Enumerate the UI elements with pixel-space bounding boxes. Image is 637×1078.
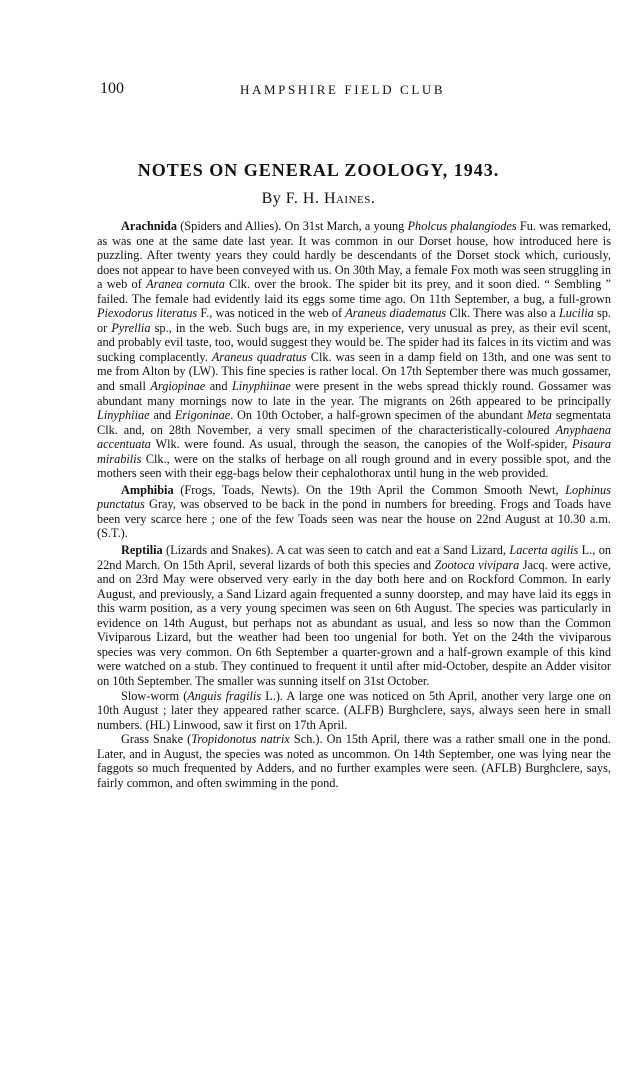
author-name: F. H. Haines. — [285, 190, 376, 207]
article-author — [0, 190, 637, 208]
species-name: Zootoca vivipara — [434, 557, 520, 572]
text-run: Gray, was observed to be back in the pond in numbers for breeding. Frogs and Toads have been very scarce here ; one of the few Toads seen was near the house on 22nd August at 10.30 a.m. (S.T.). — [97, 497, 611, 541]
text-run: Clk. There was also a — [446, 306, 559, 321]
author-by: By — [261, 190, 282, 207]
species-name: Lacerta agilis — [509, 543, 579, 558]
page-number: 100 — [100, 80, 124, 97]
paragraph-reptilia — [97, 543, 611, 688]
text-run: were present in the webs spread thickly round. Gossamer was abundant many mornings now to late in the year. The migrants on 26th appeared to be principally — [97, 379, 612, 408]
text-run: L., on 22nd March. On 15th April, several lizards of both this species and — [97, 543, 611, 572]
text-run: (Frogs, Toads, Newts). On the 19th April the Common Smooth Newt, — [173, 482, 566, 497]
species-name: Linyphiiae — [97, 408, 150, 423]
text-run: sp., in the web. Such bugs are, in my experience, very unusual as prey, as their evil scent, and probably evil taste, too, would suggest they would be. The spider had its falces in its victim and was sucking complacently. — [97, 320, 611, 364]
text-run: Sch.). On 15th April, there was a rather small one in the pond. Later, and in August, the species was noted as uncommon. On 14th September, one was lying near the faggots so much frequented by Adders, and no further examples were seen. (AFLB) Burghclere, says, fairly common, and often swimming in the pond. — [97, 732, 611, 790]
text-run: L.). A large one was noticed on 5th April, another very large one on 10th August ; later they appeared rather scarce. (ALFB) Burghclere, says, always seen here in small numbers. (HL) Linwood, saw it first on 17th April. — [97, 688, 611, 732]
text-run: . On 10th October, a half-grown specimen of the abundant — [230, 408, 527, 423]
text-run: Grass Snake ( — [121, 732, 192, 747]
text-run: Clk. over the brook. The spider bit its prey, and it soon died. “ Sembling ” failed. The female had evidently laid its eggs some time ago. On 11th September, a bug, a full-grown — [97, 277, 611, 306]
paragraph-slowworm — [97, 689, 611, 733]
section-heading: Amphibia — [121, 482, 174, 497]
species-name: Piexodorus literatus — [97, 306, 198, 321]
species-name: Pisaura mirabilis — [97, 437, 611, 466]
text-run: and — [205, 379, 232, 394]
species-name: Araneus diadematus — [345, 306, 447, 321]
text-run: and — [149, 408, 175, 423]
species-name: Argiopinae — [150, 379, 206, 394]
text-run: Clk., were on the stalks of herbage on all rough ground and in every possible spot, and the mothers seen with their egg-bags below their cephalothorax until hung in the web provided. — [97, 451, 611, 481]
paragraph-grass-snake — [97, 732, 611, 790]
text-run: Jacq. were active, and on 23rd May were observed very early in the day both here and on Rockford Common. In early August, and previously, a Sand Lizard again frequented a sunny doorstep, and may have laid its eggs in this warm position, as a very young specimen was seen on 6th August. The species was particularly in evidence on 14th August, but perhaps not as abundant as usual, and less so now than the Common Viviparous Lizard, but the weather had been too ungenial for both. Yet on the 24th the viviparous species was very common. On 6th September a quarter-grown and a half-grown example of this kind were watched on a stub. They continued to frequent it until after mid-October, despite an Adder visitor on 10th September. The smaller was sunning itself on 31st October. — [97, 557, 611, 688]
text-run: Slow-worm ( — [121, 688, 188, 703]
text-run: F., was noticed in the web of — [197, 306, 346, 321]
species-name: Meta — [526, 408, 552, 423]
species-name: Lophinus punctatus — [97, 482, 611, 512]
page-header — [100, 80, 560, 100]
species-name: Linyphiinae — [231, 379, 291, 394]
species-name: Pholcus phalangiodes — [407, 219, 517, 233]
species-name: Tropidonotus natrix — [191, 732, 290, 747]
text-run: Wlk. were found. As usual, through the season, the canopies of the Wolf-spider, — [150, 437, 573, 452]
section-heading: Arachnida — [121, 219, 178, 233]
text-run: Clk. was seen in a damp field on 13th, and one was sent to me from Alton by (LW). This fine species is rather local. On 17th September there was much gossamer, and small — [97, 349, 611, 394]
section-heading: Reptilia — [121, 543, 163, 558]
species-name: Erigoninae — [174, 408, 231, 423]
article-title: NOTES ON GENERAL ZOOLOGY, 1943. — [137, 160, 500, 180]
species-name: Pyrellia — [111, 320, 151, 335]
species-name: Araneus quadratus — [211, 349, 307, 364]
running-head: HAMPSHIRE FIELD CLUB — [240, 82, 446, 97]
text-run: (Spiders and Allies). On 31st March, a young — [177, 219, 408, 233]
species-name: Lucilia — [558, 306, 594, 321]
species-name: Aranea cornuta — [146, 277, 225, 292]
text-run: Fu. was remarked, as was one at the same date last year. It was common in our Dorset house, how introduced here is puzzling. After twenty years they could hardly be descendants of the Dorset stock which, curiously, does not appear to have been conveyed with us. On 30th May, a female Fox moth was seen struggling in a web of — [97, 219, 611, 292]
text-run: segmentata Clk. and, on 28th November, a very small specimen of the characteristically-coloured — [97, 408, 612, 437]
article-body — [97, 219, 611, 790]
text-run: (Lizards and Snakes). A cat was seen to catch and eat a Sand Lizard, — [162, 543, 510, 558]
text-run: sp. or — [97, 306, 611, 335]
paragraph-arachnida — [97, 219, 611, 481]
species-name: Anyphaena accentuata — [97, 422, 611, 452]
paragraph-amphibia — [97, 483, 611, 541]
species-name: Anguis fragilis — [187, 688, 262, 703]
